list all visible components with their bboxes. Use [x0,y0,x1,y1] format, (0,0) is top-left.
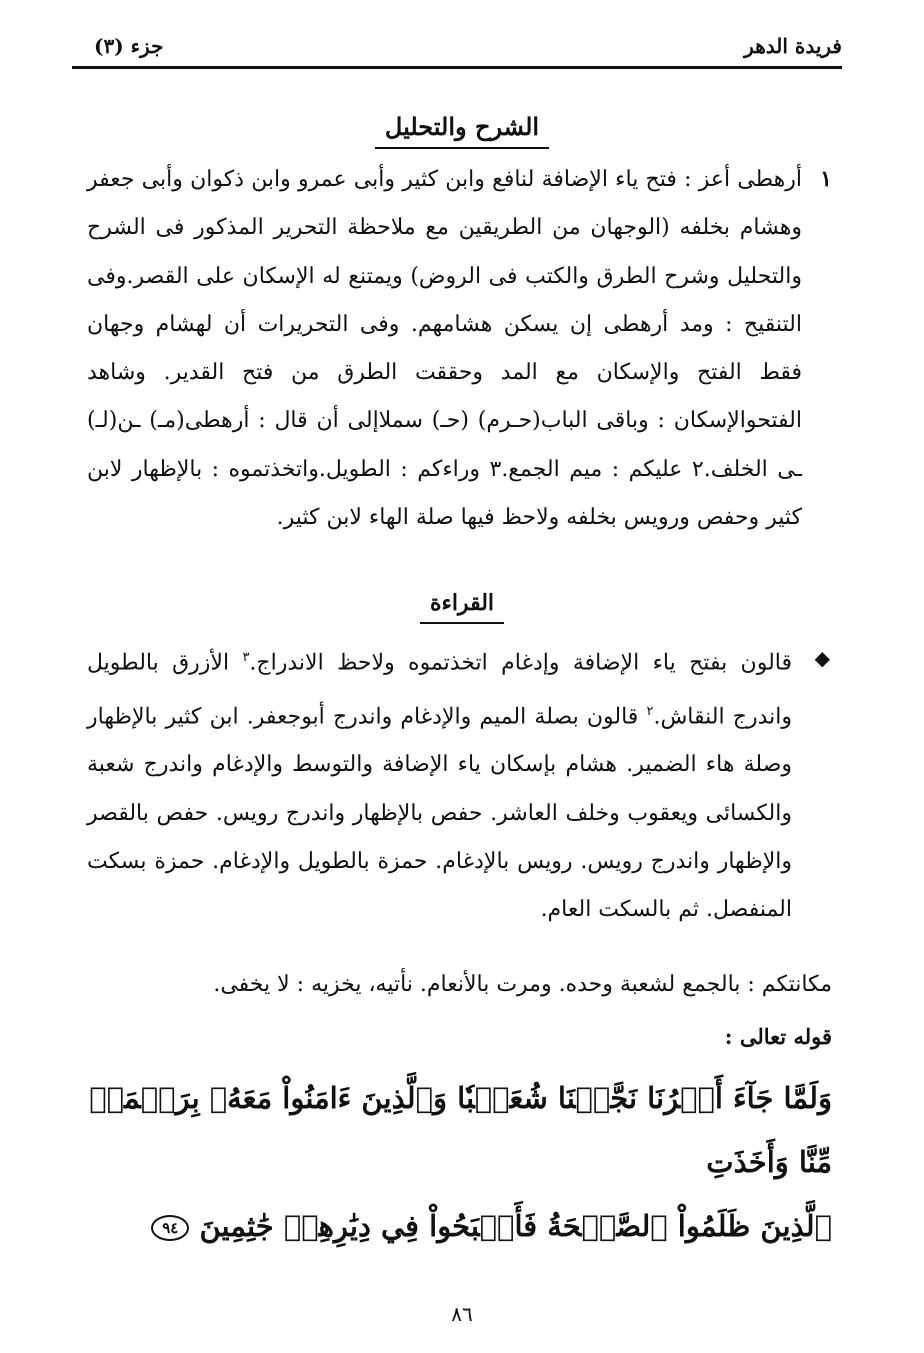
qiraa-text-1: قالون بفتح ياء الإضافة وإدغام اتخذتموه ولاحظ الاندراج. [249,650,792,676]
quran-verse [72,1066,832,1258]
footnote-marker: ١ [820,166,832,192]
verse-label: قوله تعالى : [724,1024,832,1049]
diamond-bullet-icon: ◆ [814,646,830,670]
qiraa-sup-2: ٢ [646,703,654,719]
page-number: ٨٦ [451,1302,473,1326]
ayah-number-badge: ٩٤ [151,1215,189,1241]
qiraa-text-2: الأزرق بالطويل واندرج النقاش. [87,650,792,729]
verse-line-2-text: ٱلَّذِينَ ظَلَمُواْ ٱلصَّيۡحَةُ فَأَصۡبَحُواْ فِي دِيَٰرِهِمۡ جَٰثِمِينَ [199,1209,832,1243]
verse-line-2 [72,1194,832,1258]
section-title-qiraa: القراءة [0,590,924,624]
qiraa-sup-1: ٣ [242,650,250,665]
part-number: جزء (٣) [94,34,164,58]
book-title: فريدة الدهر [744,34,842,58]
note-line: مكانتكم : بالجمع لشعبة وحده. ومرت بالأنعام. نأتيه، يخزيه : لا يخفى. [213,972,832,997]
section-title-sharh: الشرح والتحليل [0,112,924,149]
running-header [72,22,842,69]
sharh-paragraph: أرهطى أعز : فتح ياء الإضافة لنافع وابن كثير وأبى عمرو وابن ذكوان وأبى جعفر وهشام بخلفه (الوجهان من الطريقين مع ملاحظة التحرير المذكور فى الشرح والتحليل وشرح الطرق والكتب فى الروض) ويمتنع له الإسكان على القصر.وفى التنقيح : ومد أرهطى إن يسكن هشامهم. وفى التحريرات أن لهشام وجهان فقط الفتح والإسكان مع المد وحققت الطرق من فتح القدير. وشاهد الفتحوالإسكان : وباقى الباب(حـرم) (حـ) سملاإلى أن قال : أرهطى(مـ) ـن(لـ) ـى الخلف.٢ عليكم : ميم الجمع.٣ وراءكم : الطويل.واتخذتموه : بالإظهار لابن كثير وحفص ورويس بخلفه ولاحظ فيها صلة الهاء لابن كثير. [87,167,803,531]
verse-line-1: وَلَمَّا جَآءَ أَمۡرُنَا نَجَّيۡنَا شُعَيۡبٗا وَٱلَّذِينَ ءَامَنُواْ مَعَهُۥ بِرَحۡمَةٖ مِّنَّا وَأَخَذَتِ [89,1081,832,1179]
qiraa-paragraph [87,634,792,934]
qiraa-text-3: قالون بصلة الميم والإدغام واندرج أبوجعفر. ابن كثير بالإظهار وصلة هاء الضمير. هشام بإسكان ياء الإضافة والتوسط والإدغام واندرج شعبة والكسائى ويعقوب وخلف العاشر. حفص بالإظهار واندرج رويس. حفص بالقصر والإظهار واندرج رويس. رويس بالإدغام. حمزة بالطويل والإدغام. حمزة بسكت المنفصل. ثم بالسكت العام. [87,703,792,923]
